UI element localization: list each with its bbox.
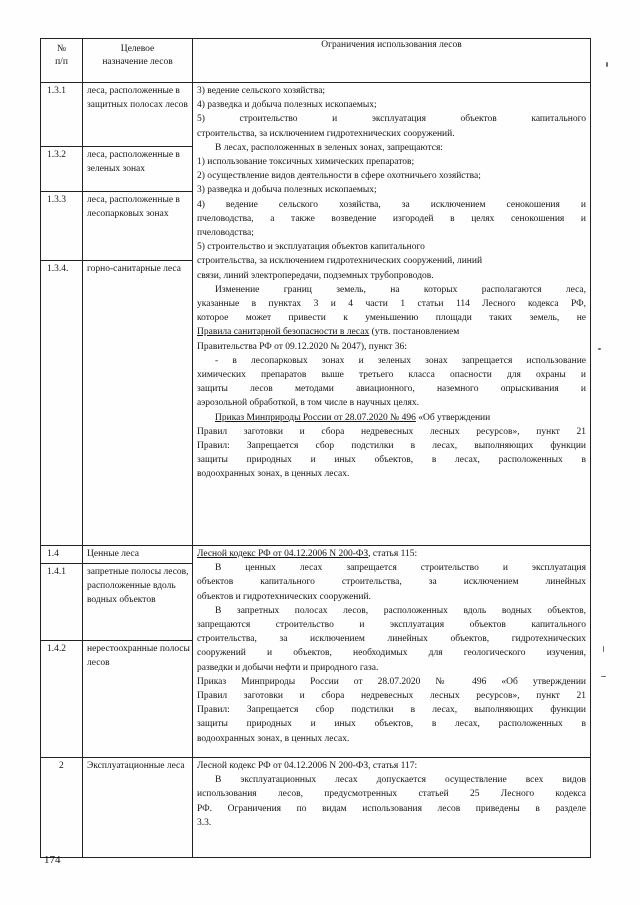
restriction-line: водоохранных зонах, в ценных лесах.	[197, 469, 350, 480]
restriction-line: сооружений и объектов, необходимых для геологического изучения,	[197, 648, 586, 659]
restriction-line: РФ. Ограничения по видам использования лесов приведены в разделе	[197, 803, 586, 814]
section-1-4-restrictions	[193, 546, 591, 758]
restriction-line: разведки и добычи нефти и природного газа.	[197, 662, 379, 673]
restriction-line: аэрозольной обработкой, в том числе в научных целях.	[197, 398, 419, 409]
restriction-line: 3) ведение сельского хозяйства;	[197, 86, 326, 96]
restriction-line: объектов капитального строительства, за исключением линейных	[197, 577, 586, 588]
page-number: 174	[44, 854, 61, 866]
restriction-line: В ценных лесах запрещается строительство и эксплуатация	[215, 563, 586, 574]
forest-type-name: леса, расположенные в лесопарковых зонах	[83, 192, 192, 261]
table-row-1-4	[41, 546, 591, 564]
restriction-line: Лесной кодекс РФ от 04.12.2006 N 200-ФЗ, статья 115:	[197, 549, 418, 559]
forest-type-name: запретные полосы лесов, расположенные вдоль водных объектов	[87, 567, 189, 605]
table-header-row	[41, 39, 591, 83]
restriction-line: Правила санитарной безопасности в лесах (утв. постановлением	[197, 327, 460, 338]
row-number: 2	[59, 761, 64, 771]
table-row-2	[41, 758, 591, 858]
restriction-line: строительства, за исключением гидротехнических сооружений.	[197, 128, 455, 139]
restriction-line: 1) использование токсичных химических препаратов;	[197, 157, 415, 168]
scan-speck	[598, 348, 601, 350]
forest-type-name: леса, расположенные в зеленых зонах	[83, 147, 192, 192]
restriction-line: водоохранных зонах, в ценных лесах.	[197, 733, 350, 744]
row-number: 1.3.2	[41, 147, 82, 192]
restriction-line: строительства, за исключением гидротехнических сооружений, линий	[197, 256, 483, 267]
scan-speck	[606, 62, 608, 67]
restriction-line: 5) строительство и эксплуатация объектов капитального	[197, 242, 425, 253]
row-number: 1.4.1	[47, 567, 66, 577]
restriction-line: указанные в пунктах 3 и 4 части 1 статьи 114 Лесного кодекса РФ,	[197, 299, 586, 310]
restriction-line: защиты лесов методами авиационного, наземного опрыскивания и	[197, 384, 586, 395]
forest-type-name: Эксплуатационные леса	[87, 761, 185, 771]
restriction-line: Приказ Минприроды России от 28.07.2020 № 496 «Об утверждении	[197, 676, 586, 687]
restriction-line: Правил: Запрещается сбор подстилки в лесах, выполняющих функции	[197, 705, 586, 716]
restriction-line: объектов и гидротехнических сооружений.	[197, 591, 371, 602]
forest-restrictions-table	[40, 38, 591, 858]
row-number: 1.3.3	[41, 192, 82, 261]
restriction-line: запрещаются строительство и эксплуатация объектов капитального	[197, 620, 586, 631]
restriction-line: Правил заготовки и сбора недревесных лесных ресурсов», пункт 21	[197, 426, 586, 437]
restriction-line: Приказ Минприроды России от 28.07.2020 № 496 «Об утверждении	[215, 412, 491, 423]
restriction-line: химических препаратов выше третьего класса опасности для охраны и	[197, 370, 586, 381]
header-number: № п/п	[41, 39, 83, 83]
restriction-line: которое может привести к уменьшению площади таких земель, не	[197, 313, 586, 324]
row-number: 1.4.2	[47, 644, 66, 654]
section-1-3-numbers	[41, 83, 83, 546]
scan-speck	[601, 676, 606, 677]
forest-code-link[interactable]: Лесной кодекс РФ от 04.12.2006 N 200-ФЗ	[197, 549, 369, 559]
restriction-line: защиты природных и иных объектов, в лесах, расположенных в	[197, 719, 586, 730]
restriction-line: В лесах, расположенных в зеленых зонах, запрещаются:	[215, 142, 443, 153]
header-purpose: Целевое назначение лесов	[83, 39, 193, 83]
restriction-line: Правил заготовки и сбора недревесных лесных ресурсов», пункт 21	[197, 691, 586, 702]
row-number: 1.4	[47, 549, 59, 559]
restriction-line: 4) ведение сельского хозяйства, за исключением сенокошения и	[197, 199, 586, 210]
sanitary-rules-link[interactable]: Правила санитарной безопасности в лесах	[197, 327, 370, 338]
restriction-line: 3) разведка и добыча полезных ископаемых;	[197, 185, 377, 196]
table-row-section-1-3	[41, 83, 591, 546]
restriction-line: использования лесов, предусмотренных статьей 25 Лесного кодекса	[197, 789, 586, 800]
restriction-line: связи, линий электропередачи, подземных трубопроводов.	[197, 270, 434, 281]
section-2-restrictions	[193, 758, 591, 858]
restriction-line: строительства, за исключением линейных объектов, гидротехнических	[197, 634, 586, 645]
restriction-line: Изменение границ земель, на которых располагаются леса,	[215, 284, 586, 295]
section-1-3-restrictions	[193, 83, 591, 546]
restriction-line: 4) разведка и добыча полезных ископаемых;	[197, 100, 377, 111]
restriction-line: В запретных полосах лесов, расположенных вдоль водных объектов,	[215, 605, 586, 616]
section-1-3-names	[83, 83, 193, 546]
forest-type-name: горно-санитарные леса	[87, 264, 181, 274]
order-496-link[interactable]: Приказ Минприроды России от 28.07.2020 № 496	[215, 412, 416, 423]
restriction-line: 5) строительство и эксплуатация объектов капитального	[197, 114, 586, 125]
forest-type-name: Ценные леса	[87, 549, 139, 559]
restriction-line: пчеловодства, а также возведение изгородей в целях сенокошения и	[197, 213, 586, 224]
header-restrictions: Ограничения использования лесов	[193, 39, 591, 83]
restriction-line: 2) осуществление видов деятельности в сфере охотничьего хозяйства;	[197, 171, 481, 182]
restriction-line: - в лесопарковых зонах и зеленых зонах запрещается использование	[215, 355, 586, 366]
row-number: 1.3.4.	[47, 264, 69, 274]
restriction-line: пчеловодства;	[197, 228, 254, 239]
forest-type-name: леса, расположенные в защитных полосах лесов	[83, 83, 192, 147]
scan-speck	[603, 646, 604, 652]
restriction-line: Лесной кодекс РФ от 04.12.2006 N 200-ФЗ, статья 117:	[197, 761, 418, 771]
forest-type-name: нерестоохранные полосы лесов	[87, 644, 190, 668]
restriction-line: Правительства РФ от 09.12.2020 № 2047), пункт 36:	[197, 341, 407, 352]
row-number: 1.3.1	[41, 83, 82, 147]
restriction-line: В эксплуатационных лесах допускается осуществление всех видов	[215, 775, 586, 786]
restriction-line: защиты природных и иных объектов, в лесах, расположенных в	[197, 455, 586, 466]
restriction-line: 3.3.	[197, 817, 212, 828]
restriction-line: Правил: Запрещается сбор подстилки в лесах, выполняющих функции	[197, 441, 586, 452]
